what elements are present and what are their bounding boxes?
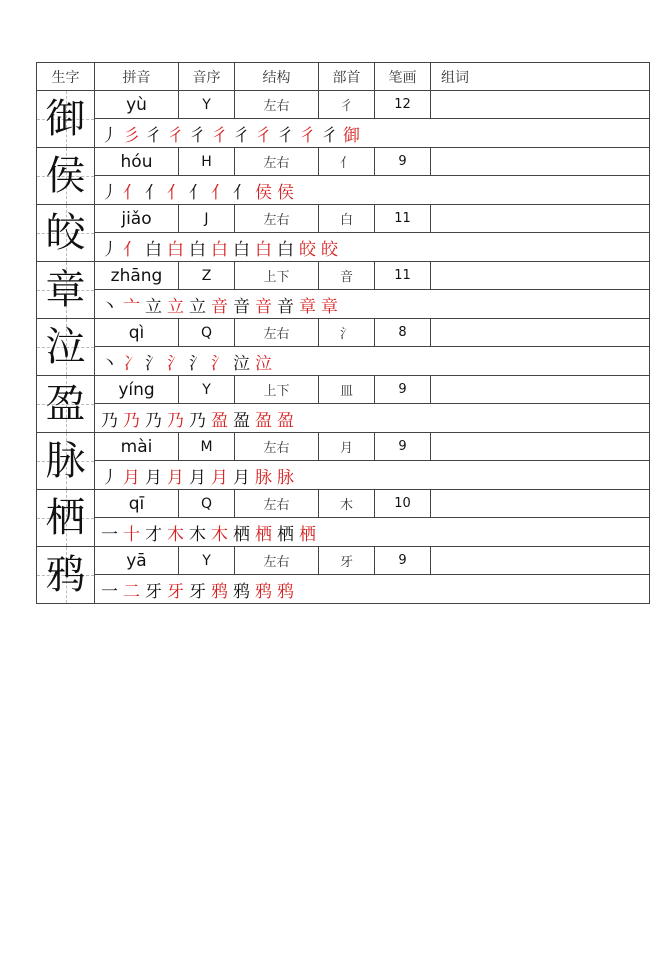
words-cell [431,319,650,347]
stroke-step: 侯 [277,182,296,203]
stroke-step: 音 [233,296,252,317]
structure-cell: 左右 [235,490,319,518]
initial-cell: J [179,205,235,233]
radical-cell: 氵 [319,319,375,347]
char-row [37,547,650,575]
stroke-step: 乃 [123,410,142,431]
stroke-step: 亻 [123,182,142,203]
structure-cell: 左右 [235,91,319,119]
stroke-step: 乃 [189,410,208,431]
stroke-step: 丿 [101,125,120,146]
stroke-step: 乃 [145,410,164,431]
pinyin-cell: mài [95,433,179,461]
stroke-step: 御 [343,125,362,146]
stroke-order [101,411,299,431]
pinyin-cell: hóu [95,148,179,176]
stroke-order [101,126,365,146]
radical-cell: 牙 [319,547,375,575]
stroke-order-row [37,404,650,433]
stroke-step: 乃 [101,410,120,431]
char-row [37,319,650,347]
radical-cell: 皿 [319,376,375,404]
char-cell [37,319,95,376]
stroke-step: 丿 [101,467,120,488]
words-cell [431,205,650,233]
stroke-count-cell: 12 [375,91,431,119]
stroke-step: 一 [101,581,120,602]
stroke-step: 立 [145,296,164,317]
stroke-step: 白 [167,239,186,260]
stroke-step: 白 [233,239,252,260]
stroke-step: 丶 [101,353,120,374]
stroke-count-cell: 10 [375,490,431,518]
stroke-step: 章 [321,296,340,317]
stroke-step: 彡 [123,125,142,146]
stroke-order-cell [95,290,650,319]
char-row [37,376,650,404]
initial-cell: H [179,148,235,176]
structure-cell: 左右 [235,433,319,461]
stroke-step: 氵 [189,353,208,374]
stroke-count-cell: 9 [375,547,431,575]
stroke-step: 月 [123,467,142,488]
stroke-order [101,183,299,203]
character: 盈 [45,381,86,427]
stroke-step: 白 [189,239,208,260]
stroke-step: 一 [101,524,120,545]
stroke-order-cell [95,518,650,547]
initial-cell: Q [179,319,235,347]
stroke-count-cell: 8 [375,319,431,347]
radical-cell: 月 [319,433,375,461]
stroke-order-row [37,233,650,262]
stroke-step: 栖 [299,524,318,545]
stroke-step: 鸦 [255,581,274,602]
stroke-order-row [37,119,650,148]
char-cell [37,376,95,433]
stroke-step: 白 [145,239,164,260]
stroke-step: 音 [277,296,296,317]
words-cell [431,91,650,119]
stroke-step: 木 [189,524,208,545]
char-row [37,262,650,290]
char-row [37,148,650,176]
char-row [37,490,650,518]
stroke-count-cell: 9 [375,148,431,176]
stroke-order [101,582,299,602]
header-row [37,63,650,91]
character: 侯 [45,153,86,199]
structure-cell: 上下 [235,376,319,404]
radical-cell: 白 [319,205,375,233]
initial-cell: M [179,433,235,461]
stroke-step: 丿 [101,239,120,260]
char-row [37,205,650,233]
structure-cell: 左右 [235,205,319,233]
char-cell [37,262,95,319]
radical-cell: 音 [319,262,375,290]
structure-cell: 上下 [235,262,319,290]
stroke-step: 牙 [167,581,186,602]
stroke-step: 牙 [189,581,208,602]
stroke-order-cell [95,233,650,262]
stroke-step: 栖 [255,524,274,545]
radical-cell: 亻 [319,148,375,176]
character: 皎 [45,210,86,256]
stroke-step: 十 [123,524,142,545]
stroke-step: 鸦 [233,581,252,602]
stroke-step: 亠 [123,296,142,317]
stroke-step: 月 [167,467,186,488]
stroke-order-cell [95,347,650,376]
structure-cell: 左右 [235,148,319,176]
stroke-step: 盈 [255,410,274,431]
stroke-step: 立 [167,296,186,317]
stroke-step: 皎 [321,239,340,260]
stroke-step: 彳 [299,125,318,146]
header-radical: 部首 [319,63,375,91]
stroke-order [101,297,343,317]
stroke-order-row [37,461,650,490]
stroke-order [101,525,321,545]
stroke-count-cell: 9 [375,376,431,404]
stroke-step: 泣 [255,353,274,374]
stroke-order-row [37,347,650,376]
stroke-count-cell: 11 [375,262,431,290]
stroke-step: 亻 [233,182,252,203]
pinyin-cell: yù [95,91,179,119]
stroke-order [101,354,277,374]
stroke-step: 栖 [277,524,296,545]
words-cell [431,547,650,575]
radical-cell: 彳 [319,91,375,119]
stroke-order-cell [95,575,650,604]
stroke-step: 二 [123,581,142,602]
char-cell [37,490,95,547]
stroke-step: 月 [145,467,164,488]
stroke-step: 音 [255,296,274,317]
stroke-step: 鸦 [277,581,296,602]
stroke-order [101,240,343,260]
stroke-count-cell: 9 [375,433,431,461]
stroke-order-row [37,575,650,604]
character-table [36,62,650,604]
stroke-step: 彳 [145,125,164,146]
initial-cell: Z [179,262,235,290]
initial-cell: Y [179,547,235,575]
radical-cell: 木 [319,490,375,518]
structure-cell: 左右 [235,547,319,575]
stroke-step: 亻 [123,239,142,260]
stroke-step: 白 [211,239,230,260]
header-pinyin: 拼音 [95,63,179,91]
stroke-step: 乃 [167,410,186,431]
structure-cell: 左右 [235,319,319,347]
words-cell [431,376,650,404]
stroke-step: 皎 [299,239,318,260]
stroke-step: 亻 [167,182,186,203]
stroke-order-cell [95,119,650,148]
stroke-step: 鸦 [211,581,230,602]
character: 脉 [45,438,86,484]
stroke-step: 彳 [167,125,186,146]
words-cell [431,433,650,461]
stroke-step: 栖 [233,524,252,545]
stroke-step: 氵 [211,353,230,374]
words-cell [431,490,650,518]
stroke-step: 彳 [255,125,274,146]
stroke-step: 氵 [145,353,164,374]
stroke-step: 白 [277,239,296,260]
stroke-step: 彳 [233,125,252,146]
stroke-step: 月 [189,467,208,488]
stroke-step: 亻 [145,182,164,203]
character-table-sheet [36,62,649,604]
stroke-step: 盈 [277,410,296,431]
pinyin-cell: qì [95,319,179,347]
stroke-step: 木 [211,524,230,545]
pinyin-cell: jiǎo [95,205,179,233]
stroke-step: 脉 [277,467,296,488]
char-cell [37,148,95,205]
stroke-order-cell [95,176,650,205]
char-cell [37,205,95,262]
stroke-order-row [37,518,650,547]
stroke-order-row [37,290,650,319]
character: 御 [45,96,86,142]
stroke-step: 牙 [145,581,164,602]
initial-cell: Q [179,490,235,518]
initial-cell: Y [179,91,235,119]
pinyin-cell: zhāng [95,262,179,290]
stroke-step: 泣 [233,353,252,374]
header-structure: 结构 [235,63,319,91]
stroke-step: 章 [299,296,318,317]
stroke-step: 彳 [321,125,340,146]
char-cell [37,547,95,604]
char-cell [37,433,95,490]
char-row [37,91,650,119]
stroke-step: 月 [211,467,230,488]
stroke-step: 脉 [255,467,274,488]
stroke-step: 冫 [123,353,142,374]
character: 泣 [45,324,86,370]
stroke-step: 盈 [211,410,230,431]
stroke-step: 立 [189,296,208,317]
words-cell [431,262,650,290]
stroke-step: 月 [233,467,252,488]
pinyin-cell: yíng [95,376,179,404]
char-row [37,433,650,461]
stroke-step: 亻 [211,182,230,203]
header-strokes: 笔画 [375,63,431,91]
pinyin-cell: qī [95,490,179,518]
stroke-order-cell [95,404,650,433]
initial-cell: Y [179,376,235,404]
header-initial: 音序 [179,63,235,91]
header-words: 组词 [431,63,650,91]
header-char: 生字 [37,63,95,91]
stroke-step: 亻 [189,182,208,203]
stroke-step: 盈 [233,410,252,431]
character: 鸦 [45,552,86,598]
stroke-order [101,468,299,488]
stroke-step: 氵 [167,353,186,374]
stroke-order-row [37,176,650,205]
stroke-step: 丿 [101,182,120,203]
stroke-step: 彳 [189,125,208,146]
stroke-step: 音 [211,296,230,317]
pinyin-cell: yā [95,547,179,575]
words-cell [431,148,650,176]
stroke-step: 白 [255,239,274,260]
stroke-step: 侯 [255,182,274,203]
stroke-count-cell: 11 [375,205,431,233]
stroke-step: 彳 [277,125,296,146]
stroke-order-cell [95,461,650,490]
stroke-step: 才 [145,524,164,545]
character: 章 [45,267,86,313]
char-cell [37,91,95,148]
stroke-step: 丶 [101,296,120,317]
stroke-step: 彳 [211,125,230,146]
character: 栖 [45,495,86,541]
stroke-step: 木 [167,524,186,545]
